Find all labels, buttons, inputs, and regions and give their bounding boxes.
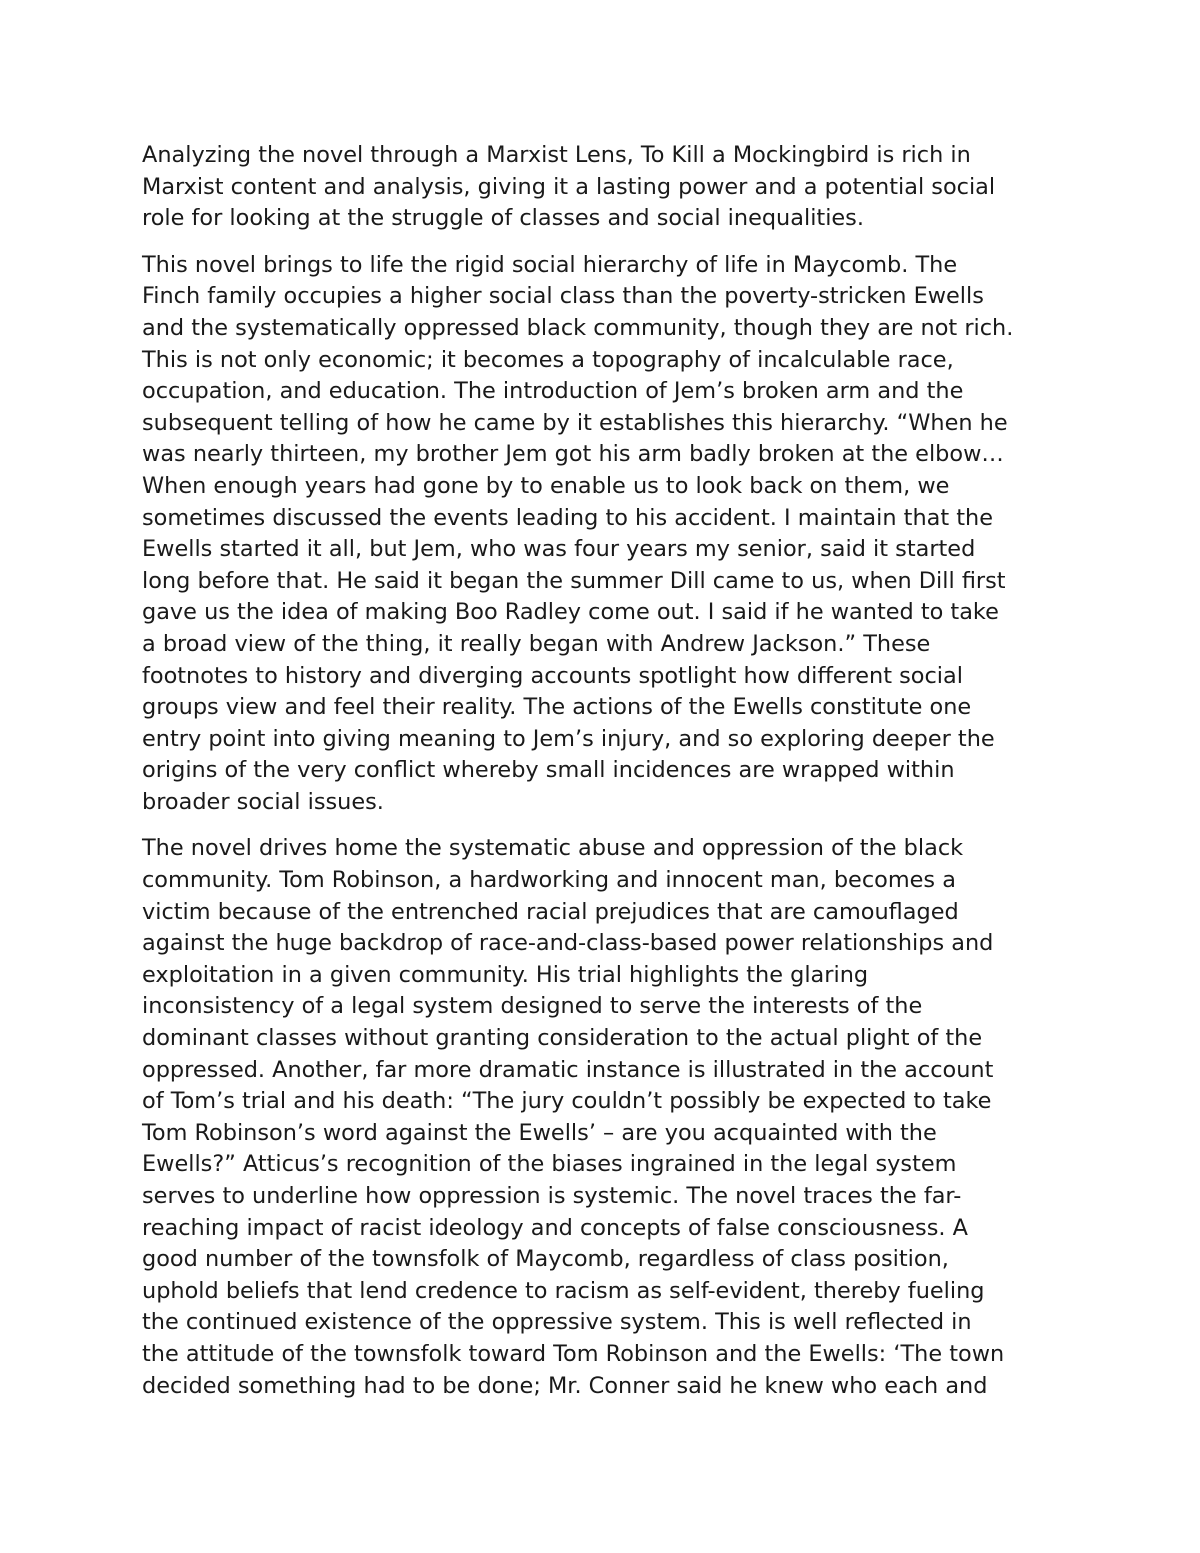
text-line: inconsistency of a legal system designed to serve the interests of the (142, 993, 923, 1020)
text-line: Tom Robinson’s word against the Ewells’ – are you acquainted with the (142, 1119, 937, 1146)
document-body (142, 140, 1067, 1417)
text-line: occupation, and education. The introduction of Jem’s broken arm and the (142, 378, 964, 405)
text-line: Analyzing the novel through a Marxist Lens, To Kill a Mockingbird is rich in (142, 142, 971, 168)
text-line: long before that. He said it began the summer Dill came to us, when Dill first (142, 567, 1006, 594)
text-line: This novel brings to life the rigid social hierarchy of life in Maycomb. The (142, 251, 958, 278)
text-line: the continued existence of the oppressive system. This is well reflected in (142, 1309, 972, 1336)
text-line: good number of the townsfolk of Maycomb, regardless of class position, (142, 1246, 949, 1273)
text-line: role for looking at the struggle of classes and social inequalities. (142, 205, 864, 232)
text-line: victim because of the entrenched racial prejudices that are camouflaged (142, 898, 959, 925)
text-line: against the huge backdrop of race-and-class-based power relationships and (142, 930, 994, 957)
text-line: uphold beliefs that lend credence to racism as self-evident, thereby fueling (142, 1277, 985, 1304)
text-line: Ewells started it all, but Jem, who was four years my senior, said it started (142, 536, 976, 563)
text-line: decided something had to be done; Mr. Conner said he knew who each and (142, 1372, 988, 1399)
text-line: was nearly thirteen, my brother Jem got his arm badly broken at the elbow… (142, 441, 1004, 468)
text-line: and the systematically oppressed black community, though they are not rich. (142, 314, 1014, 341)
text-line: community. Tom Robinson, a hardworking and innocent man, becomes a (142, 867, 956, 894)
text-line: Finch family occupies a higher social class than the poverty-stricken Ewells (142, 283, 984, 310)
paragraph-3 (142, 833, 1067, 1402)
text-line: oppressed. Another, far more dramatic instance is illustrated in the account (142, 1056, 994, 1083)
text-line: sometimes discussed the events leading to his accident. I maintain that the (142, 504, 994, 531)
text-line: Ewells?” Atticus’s recognition of the biases ingrained in the legal system (142, 1151, 957, 1178)
text-line: groups view and feel their reality. The actions of the Ewells constitute one (142, 694, 972, 721)
text-line: a broad view of the thing, it really began with Andrew Jackson.” These (142, 630, 931, 657)
paragraph-2 (142, 250, 1067, 819)
paragraph-1 (142, 140, 1067, 235)
text-line: Marxist content and analysis, giving it a lasting power and a potential social (142, 173, 996, 200)
text-line: the attitude of the townsfolk toward Tom Robinson and the Ewells: ‘The town (142, 1340, 1005, 1367)
text-line: When enough years had gone by to enable us to look back on them, we (142, 472, 950, 499)
text-line: gave us the idea of making Boo Radley come out. I said if he wanted to take (142, 599, 999, 626)
text-line: origins of the very conflict whereby small incidences are wrapped within (142, 757, 955, 784)
text-line: of Tom’s trial and his death: “The jury couldn’t possibly be expected to take (142, 1088, 992, 1115)
text-line: subsequent telling of how he came by it establishes this hierarchy. “When he (142, 409, 1008, 436)
text-line: entry point into giving meaning to Jem’s injury, and so exploring deeper the (142, 725, 995, 752)
text-line: dominant classes without granting consideration to the actual plight of the (142, 1025, 983, 1052)
text-line: footnotes to history and diverging accounts spotlight how different social (142, 662, 963, 689)
text-line: This is not only economic; it becomes a topography of incalculable race, (142, 346, 954, 373)
text-line: serves to underline how oppression is systemic. The novel traces the far- (142, 1183, 962, 1209)
text-line: broader social issues. (142, 788, 384, 815)
text-line: exploitation in a given community. His trial highlights the glaring (142, 961, 869, 988)
text-line: reaching impact of racist ideology and concepts of false consciousness. A (142, 1214, 968, 1241)
text-line: The novel drives home the systematic abuse and oppression of the black (142, 835, 964, 862)
